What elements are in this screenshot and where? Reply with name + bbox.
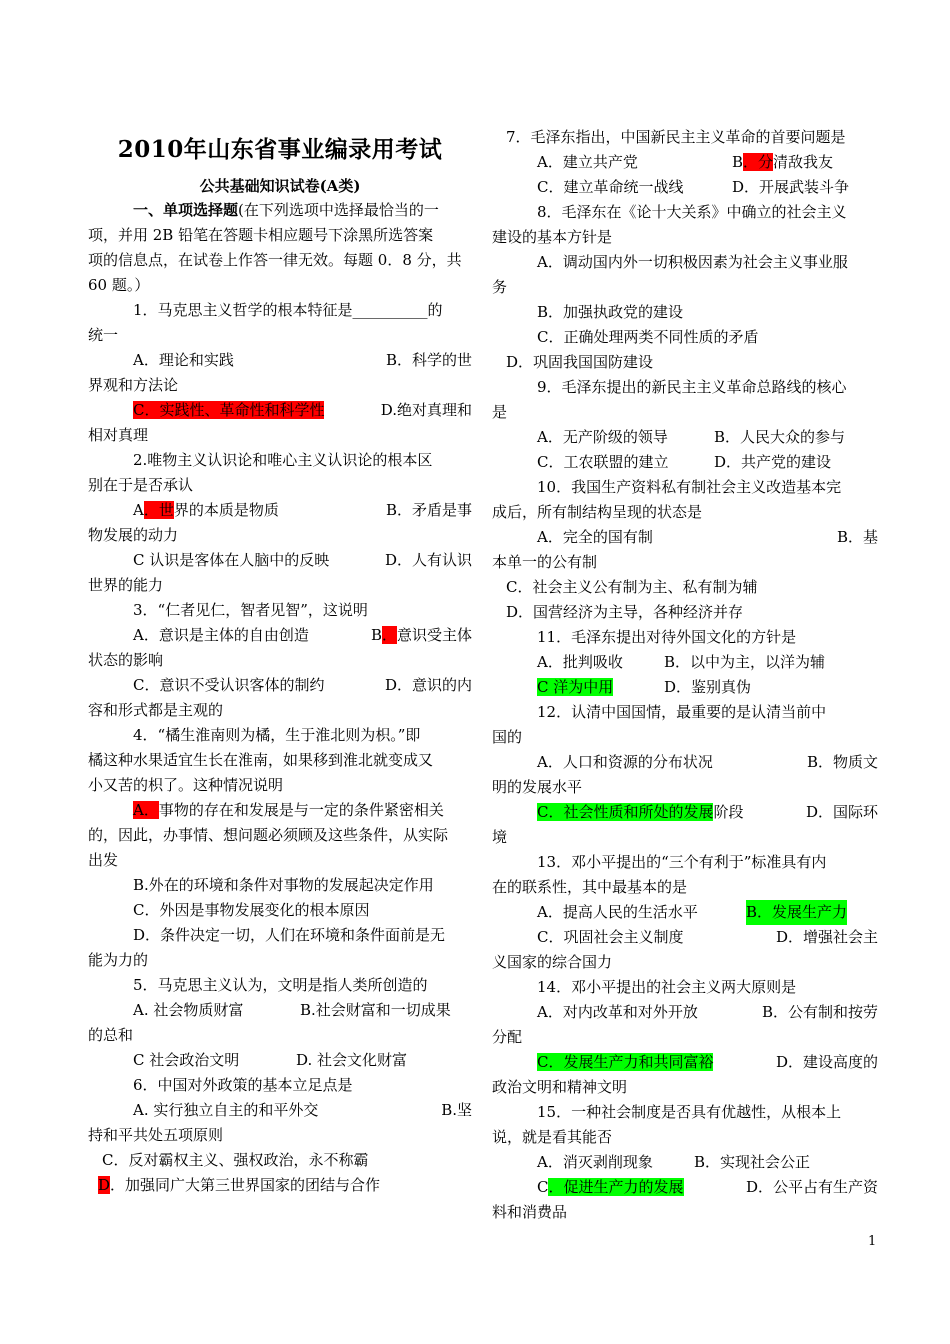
- q5-stem: 5．马克思主义认为，文明是指人类所创造的: [133, 976, 428, 994]
- q9-option-d: D．共产党的建设: [714, 453, 832, 471]
- q3-option-d: D．意识的内: [384, 676, 472, 694]
- q14-option-d-cont: 政治文明和精神文明: [492, 1078, 628, 1096]
- q10-option-row-1: [492, 525, 878, 550]
- q9-option-row-2: [492, 450, 878, 475]
- q10-option-b: B．基: [836, 528, 878, 546]
- q8-option-a: A．调动国内外一切积极因素为社会主义事业服: [537, 253, 848, 271]
- q1-option-row-2: [88, 398, 472, 423]
- q3-option-b-mark: ．: [381, 626, 397, 644]
- q5-option-row-2: [88, 1048, 472, 1073]
- q1-option-b-cont: 界观和方法论: [88, 376, 179, 394]
- q7-stem: 7．毛泽东指出，中国新民主主义革命的首要问题是: [506, 128, 846, 146]
- q6-option-c: C．反对霸权主义、强权政治，永不称霸: [102, 1151, 369, 1169]
- paper-subtitle: 公共基础知识试卷(A类): [199, 177, 361, 195]
- q4-option-d-cont: 能为力的: [88, 951, 149, 969]
- q1-option-b: B．科学的世: [385, 351, 472, 369]
- q3-option-b-group: [371, 623, 472, 648]
- q4-option-a: 事物的存在和发展是与一定的条件紧密相关: [158, 801, 444, 819]
- q9-option-row-1: [492, 425, 878, 450]
- q6-stem: 6．中国对外政策的基本立足点是: [133, 1076, 353, 1094]
- q12-option-b: B．物质文: [806, 753, 878, 771]
- q7-option-a: A．建立共产党: [537, 153, 638, 171]
- q9-stem-1: 9．毛泽东提出的新民主主义革命总路线的核心: [537, 378, 847, 396]
- q12-option-d: D．国际环: [805, 803, 878, 821]
- q6-option-d: ．加强同广大第三世界国家的团结与合作: [110, 1176, 381, 1194]
- q13-option-row-1: [492, 900, 878, 925]
- section-heading: 一、单项选择题: [133, 201, 239, 219]
- q1-stem-1: 1．马克思主义哲学的根本特征是__________的: [133, 301, 443, 319]
- q3-option-a: A．意识是主体的自由创造: [133, 626, 309, 644]
- instructions-3: 项的信息点，在试卷上作答一律无效。每题 0．8 分，共: [88, 251, 462, 269]
- q8-option-d: D．巩固我国国防建设: [506, 353, 654, 371]
- q15-option-b: B．实现社会公正: [694, 1153, 811, 1171]
- q1-option-a: A．理论和实践: [133, 351, 234, 369]
- q15-option-c-letter: C: [537, 1178, 549, 1196]
- q8-option-a-cont: 务: [492, 278, 508, 296]
- q7-option-b: 清敌我友: [773, 153, 834, 171]
- q6-option-d-line: [88, 1173, 472, 1198]
- q2-option-a: 界的本质是物质: [173, 501, 279, 519]
- q3-option-b-letter: B: [370, 626, 382, 644]
- q13-option-b-answer: B．发展生产力: [746, 900, 847, 925]
- q12-stem-1: 12．认清中国国情，最重要的是认清当前中: [537, 703, 827, 721]
- q1-stem-2: 统一: [88, 326, 119, 344]
- q15-option-d: D．公平占有生产资: [745, 1178, 878, 1196]
- q5-option-d: D. 社会文化财富: [296, 1051, 408, 1069]
- q11-option-b: B．以中为主，以洋为辅: [664, 653, 826, 671]
- q14-option-row-1: [492, 1000, 878, 1025]
- q8-option-b: B．加强执政党的建设: [537, 303, 684, 321]
- q14-option-a: A．对内改革和对外开放: [537, 1003, 698, 1021]
- q10-option-c: C．社会主义公有制为主、私有制为辅: [506, 578, 758, 596]
- q5-option-c: C 社会政治文明: [133, 1051, 240, 1069]
- q2-option-row-2: [88, 548, 472, 573]
- instructions-4: 60 题。）: [88, 276, 150, 294]
- q6-option-b-cont: 持和平共处五项原则: [88, 1126, 224, 1144]
- q14-stem: 14．邓小平提出的社会主义两大原则是: [537, 978, 797, 996]
- q9-stem-2: 是: [492, 403, 508, 421]
- q13-option-c: C．巩固社会主义制度: [537, 928, 684, 946]
- q4-stem-3: 小又苦的枳了。这种情况说明: [88, 776, 284, 794]
- q15-option-d-cont: 料和消费品: [492, 1203, 568, 1221]
- q1-option-d-cont: 相对真理: [88, 426, 149, 444]
- q5-option-row-1: [88, 998, 472, 1023]
- q7-option-b-group: [732, 150, 833, 175]
- q1-option-row-1: [88, 348, 472, 373]
- q4-option-a-line-1: [88, 798, 472, 823]
- q4-stem-2: 橘这种水果适宜生长在淮南，如果移到淮北就变成又: [88, 751, 434, 769]
- q3-option-row-1: [88, 623, 472, 648]
- q5-option-b: B.社会财富和一切成果: [300, 1001, 451, 1019]
- q8-stem-2: 建设的基本方针是: [492, 228, 613, 246]
- q3-stem: 3．“仁者见仁，智者见智”，这说明: [133, 601, 368, 619]
- q2-option-a-mark: ．世: [143, 501, 174, 519]
- q10-stem-2: 成后，所有制结构呈现的状态是: [492, 503, 703, 521]
- q11-option-c-answer: C 洋为中用: [537, 678, 614, 696]
- q4-option-a-mark: A．: [133, 801, 159, 819]
- q3-option-d-cont: 容和形式都是主观的: [88, 701, 224, 719]
- q7-option-row-1: [492, 150, 878, 175]
- q7-option-row-2: [492, 175, 878, 200]
- q15-option-c-answer: ．促进生产力的发展: [548, 1178, 684, 1196]
- q6-option-row-1: [88, 1098, 472, 1123]
- page-number: 1: [868, 1234, 877, 1249]
- q15-stem-1: 15．一种社会制度是否具有优越性，从根本上: [537, 1103, 842, 1121]
- q4-option-b: B.外在的环境和条件对事物的发展起决定作用: [133, 876, 434, 894]
- q2-option-a-letter: A: [133, 501, 144, 519]
- q9-option-c: C．工农联盟的建立: [537, 453, 669, 471]
- q2-option-c: C 认识是客体在人脑中的反映: [133, 551, 330, 569]
- q2-option-d-cont: 世界的能力: [88, 576, 164, 594]
- q7-option-c: C．建立革命统一战线: [537, 178, 684, 196]
- q2-option-d: D．人有认识: [384, 551, 472, 569]
- q7-option-b-mark: ．分: [743, 153, 774, 171]
- q14-option-row-2: [492, 1050, 878, 1075]
- q2-option-b: B．矛盾是事: [385, 501, 472, 519]
- q12-option-a: A．人口和资源的分布状况: [537, 753, 713, 771]
- q15-stem-2: 说，就是看其能否: [492, 1128, 613, 1146]
- q2-option-row-1: [88, 498, 472, 523]
- q12-stem-2: 国的: [492, 728, 523, 746]
- q12-option-d-cont: 境: [492, 828, 508, 846]
- q11-stem: 11．毛泽东提出对待外国文化的方针是: [537, 628, 797, 646]
- q7-option-d: D．开展武装斗争: [732, 178, 850, 196]
- q14-option-b-cont: 分配: [492, 1028, 523, 1046]
- section-heading-line: [88, 198, 472, 223]
- q11-option-a: A．批判吸收: [537, 653, 623, 671]
- q12-option-row-1: [492, 750, 878, 775]
- q11-option-row-1: [492, 650, 878, 675]
- q14-option-c-answer: C．发展生产力和共同富裕: [537, 1053, 714, 1071]
- q10-option-b-cont: 本单一的公有制: [492, 553, 598, 571]
- q4-option-a-line-3: 出发: [88, 851, 119, 869]
- q13-option-a: A．提高人民的生活水平: [537, 903, 698, 921]
- q12-option-b-cont: 明的发展水平: [492, 778, 583, 796]
- q1-option-c-answer: C．实践性、革命性和科学性: [133, 401, 325, 419]
- q4-option-a-line-2: 的，因此，办事情、想问题必须顾及这些条件，从实际: [88, 826, 449, 844]
- q12-option-c-rest: 阶段: [713, 803, 744, 821]
- q4-stem-1: 4．“橘生淮南则为橘，生于淮北则为枳。”即: [133, 726, 421, 744]
- instructions-1: (在下列选项中选择最恰当的一: [238, 201, 439, 219]
- q13-option-d-cont: 义国家的综合国力: [492, 953, 613, 971]
- q14-option-d: D．建设高度的: [775, 1053, 878, 1071]
- q2-stem-1: 2.唯物主义认识论和唯心主义认识论的根本区: [133, 451, 433, 469]
- q1-option-d: D.绝对真理和: [380, 401, 472, 419]
- q5-option-b-cont: 的总和: [88, 1026, 134, 1044]
- q3-option-b: 意识受主体: [396, 626, 472, 644]
- q6-option-b: B.坚: [441, 1101, 472, 1119]
- q15-option-row-2: [492, 1175, 878, 1200]
- q8-stem-1: 8．毛泽东在《论十大关系》中确立的社会主义: [537, 203, 847, 221]
- q15-option-a: A．消灭剥削现象: [537, 1153, 653, 1171]
- q13-option-row-2: [492, 925, 878, 950]
- q13-stem-2: 在的联系性，其中最基本的是: [492, 878, 688, 896]
- q7-option-b-letter: B: [732, 153, 744, 171]
- q13-option-d: D．增强社会主: [775, 928, 878, 946]
- q2-stem-2: 别在于是否承认: [88, 476, 194, 494]
- q3-option-b-cont: 状态的影响: [88, 651, 164, 669]
- q6-option-d-mark: D: [98, 1176, 111, 1194]
- q11-option-row-2: [492, 675, 878, 700]
- q6-option-a: A. 实行独立自主的和平外交: [133, 1101, 319, 1119]
- q4-option-d: D．条件决定一切，人们在环境和条件面前是无: [133, 926, 446, 944]
- q14-option-b: B．公有制和按劳: [761, 1003, 878, 1021]
- q9-option-a: A．无产阶级的领导: [537, 428, 668, 446]
- q15-option-row-1: [492, 1150, 878, 1175]
- q11-option-d: D．鉴别真伪: [664, 678, 752, 696]
- q3-option-row-2: [88, 673, 472, 698]
- q8-option-c: C．正确处理两类不同性质的矛盾: [537, 328, 759, 346]
- q4-option-c: C．外因是事物发展变化的根本原因: [133, 901, 370, 919]
- q12-option-row-2: [492, 800, 878, 825]
- q9-option-b: B．人民大众的参与: [714, 428, 846, 446]
- q12-option-c-answer: C．社会性质和所处的发展: [537, 803, 714, 821]
- q2-option-b-cont: 物发展的动力: [88, 526, 179, 544]
- page-title: 2010年山东省事业编录用考试: [117, 136, 443, 163]
- instructions-2: 项，并用 2B 铅笔在答题卡相应题号下涂黑所选答案: [88, 226, 434, 244]
- q3-option-c: C．意识不受认识客体的制约: [133, 676, 325, 694]
- q10-stem-1: 10．我国生产资料私有制社会主义改造基本完: [537, 478, 842, 496]
- q10-option-d: D．国营经济为主导，各种经济并存: [506, 603, 744, 621]
- q13-stem-1: 13．邓小平提出的“三个有利于”标准具有内: [537, 853, 827, 871]
- q5-option-a: A. 社会物质财富: [133, 1001, 244, 1019]
- q10-option-a: A．完全的国有制: [537, 528, 653, 546]
